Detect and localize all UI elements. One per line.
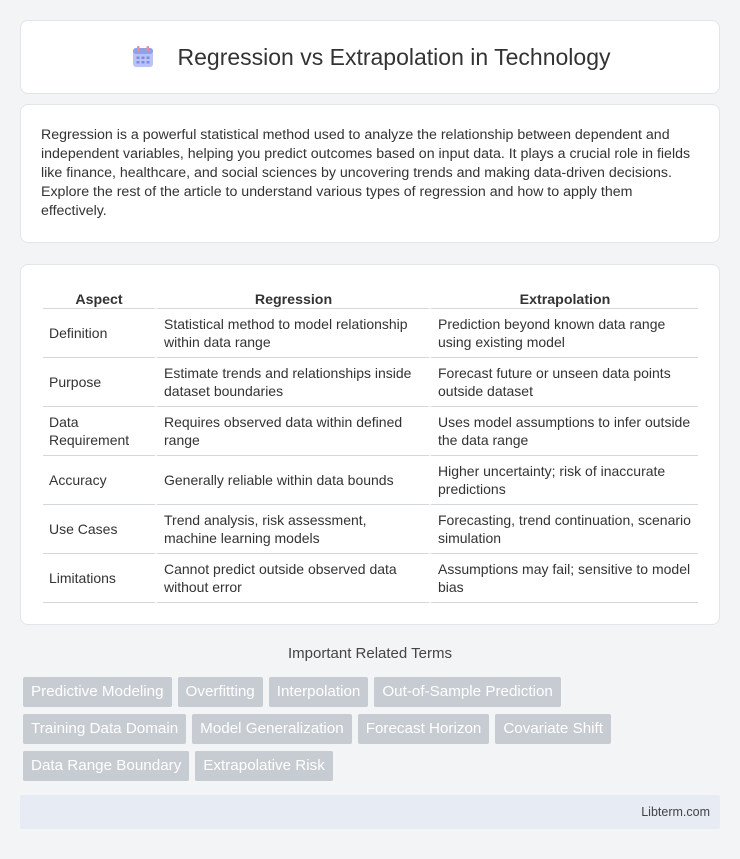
related-term-tag[interactable]: Training Data Domain (23, 714, 186, 744)
footer (20, 795, 720, 829)
cell-aspect: Limitations (43, 554, 155, 603)
table-row (43, 554, 698, 603)
cell-extrapolation: Assumptions may fail; sensitive to model bias (429, 554, 698, 603)
table-header-row (43, 285, 698, 309)
cell-extrapolation: Forecast future or unseen data points outside dataset (429, 358, 698, 407)
cell-regression: Trend analysis, risk assessment, machine learning models (155, 505, 429, 554)
cell-aspect: Use Cases (43, 505, 155, 554)
cell-regression: Estimate trends and relationships inside dataset boundaries (155, 358, 429, 407)
cell-regression: Requires observed data within defined range (155, 407, 429, 456)
related-term-tag[interactable]: Interpolation (269, 677, 369, 707)
related-terms-heading: Important Related Terms (288, 645, 452, 662)
related-term-tag[interactable]: Forecast Horizon (358, 714, 490, 744)
calendar-icon (130, 44, 156, 70)
related-term-tag[interactable]: Extrapolative Risk (195, 751, 333, 781)
table-row (43, 309, 698, 358)
header-aspect: Aspect (43, 285, 155, 309)
related-terms-list (23, 677, 723, 781)
intro-paragraph: Regression is a powerful statistical method used to analyze the relationship between dependent and independent variables, helping you predict outcomes based on input data. It plays a crucial role in fields like finance, healthcare, and social sciences by uncovering trends and making data-driven decisions. Explore the rest of the article to understand various types of regression and how to apply them effectively. (41, 127, 691, 219)
related-term-tag[interactable]: Overfitting (178, 677, 263, 707)
table-row (43, 407, 698, 456)
cell-regression: Statistical method to model relationship within data range (155, 309, 429, 358)
cell-regression: Cannot predict outside observed data without error (155, 554, 429, 603)
cell-aspect: Definition (43, 309, 155, 358)
related-term-tag[interactable]: Model Generalization (192, 714, 352, 744)
cell-aspect: Data Requirement (43, 407, 155, 456)
table-row (43, 505, 698, 554)
comparison-table-card (20, 264, 720, 625)
cell-extrapolation: Prediction beyond known data range using existing model (429, 309, 698, 358)
related-term-tag[interactable]: Data Range Boundary (23, 751, 189, 781)
footer-site-link[interactable]: Libterm.com (641, 805, 710, 819)
intro-card (20, 104, 720, 243)
header-extrapolation: Extrapolation (429, 285, 698, 309)
comparison-table (43, 285, 698, 603)
cell-aspect: Accuracy (43, 456, 155, 505)
cell-extrapolation: Uses model assumptions to infer outside the data range (429, 407, 698, 456)
title-card (20, 20, 720, 94)
cell-extrapolation: Higher uncertainty; risk of inaccurate predictions (429, 456, 698, 505)
table-row (43, 456, 698, 505)
page-title: Regression vs Extrapolation in Technology (177, 43, 611, 70)
related-term-tag[interactable]: Out-of-Sample Prediction (374, 677, 561, 707)
cell-regression: Generally reliable within data bounds (155, 456, 429, 505)
cell-extrapolation: Forecasting, trend continuation, scenario simulation (429, 505, 698, 554)
header-regression: Regression (155, 285, 429, 309)
cell-aspect: Purpose (43, 358, 155, 407)
related-term-tag[interactable]: Covariate Shift (495, 714, 611, 744)
related-term-tag[interactable]: Predictive Modeling (23, 677, 172, 707)
table-row (43, 358, 698, 407)
